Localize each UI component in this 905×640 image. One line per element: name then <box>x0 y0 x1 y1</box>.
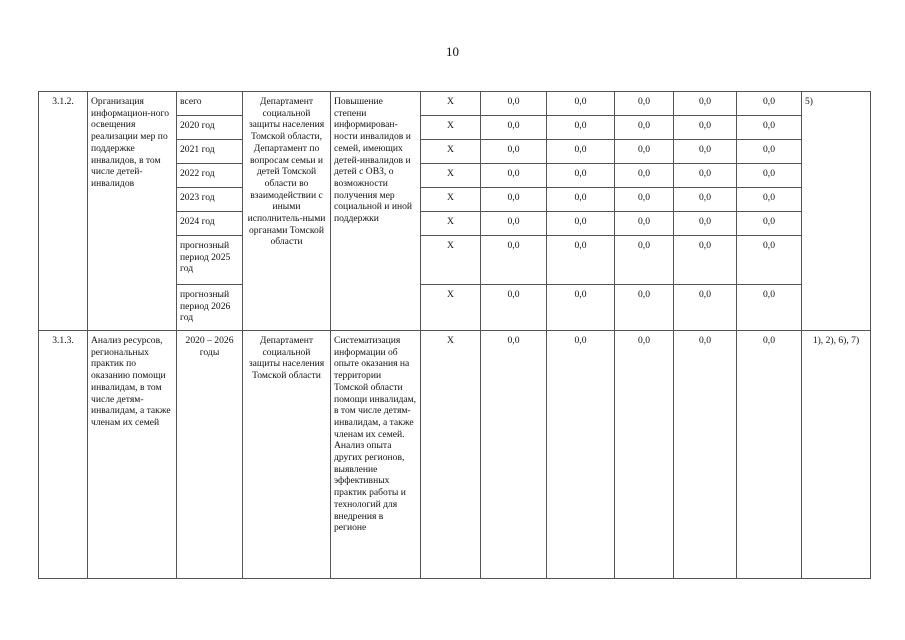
value-cell: 0,0 <box>674 140 737 164</box>
x-mark: Х <box>421 212 481 236</box>
value-cell: 0,0 <box>481 92 547 116</box>
x-mark: Х <box>421 116 481 140</box>
value-cell: 0,0 <box>674 212 737 236</box>
period-label: 2023 год <box>177 188 243 212</box>
value-cell: 0,0 <box>547 331 615 579</box>
value-cell: 0,0 <box>615 188 674 212</box>
value-cell: 0,0 <box>737 140 802 164</box>
value-cell: 0,0 <box>481 140 547 164</box>
value-cell: 0,0 <box>737 236 802 285</box>
table-row <box>39 331 871 579</box>
measure-number: 3.1.2. <box>39 92 88 331</box>
measure-name: Организация информацион-ного освещения реализации мер по поддержке инвалидов, в том числе детей-инвалидов <box>88 92 177 331</box>
x-mark: Х <box>421 331 481 579</box>
period-label: 2021 год <box>177 140 243 164</box>
indicator-cell: 1), 2), 6), 7) <box>802 331 871 579</box>
value-cell: 0,0 <box>674 92 737 116</box>
table-row <box>39 92 871 116</box>
value-cell: 0,0 <box>737 285 802 331</box>
measure-name: Анализ ресурсов, региональных практик по оказанию помощи инвалидам, в том числе детям-инвалидам, а также членам их семей <box>88 331 177 579</box>
value-cell: 0,0 <box>547 116 615 140</box>
value-cell: 0,0 <box>615 285 674 331</box>
x-mark: Х <box>421 285 481 331</box>
value-cell: 0,0 <box>674 116 737 140</box>
page-number: 10 <box>446 44 459 59</box>
x-mark: Х <box>421 92 481 116</box>
value-cell: 0,0 <box>737 116 802 140</box>
period-label: всего <box>177 92 243 116</box>
value-cell: 0,0 <box>737 188 802 212</box>
value-cell: 0,0 <box>737 331 802 579</box>
value-cell: 0,0 <box>737 92 802 116</box>
value-cell: 0,0 <box>481 164 547 188</box>
x-mark: Х <box>421 236 481 285</box>
period-label: 2022 год <box>177 164 243 188</box>
program-measures-table <box>38 91 871 579</box>
period-label: 2020 год <box>177 116 243 140</box>
value-cell: 0,0 <box>615 116 674 140</box>
value-cell: 0,0 <box>615 140 674 164</box>
value-cell: 0,0 <box>481 236 547 285</box>
value-cell: 0,0 <box>674 236 737 285</box>
value-cell: 0,0 <box>547 92 615 116</box>
value-cell: 0,0 <box>481 116 547 140</box>
period-label: 2024 год <box>177 212 243 236</box>
value-cell: 0,0 <box>737 164 802 188</box>
period-label: прогнозный период 2025 год <box>177 236 243 285</box>
result-cell: Систематизация информации об опыте оказания на территории Томской области помощи инвалидам, в том числе детям-инвалидам, а также членам их семей. Анализ опыта других регионов, выявление эффективных практик работы и технологий для внедрения в регионе <box>331 331 421 579</box>
value-cell: 0,0 <box>547 212 615 236</box>
value-cell: 0,0 <box>615 236 674 285</box>
value-cell: 0,0 <box>674 285 737 331</box>
x-mark: Х <box>421 164 481 188</box>
value-cell: 0,0 <box>481 188 547 212</box>
value-cell: 0,0 <box>737 212 802 236</box>
executor-cell: Департамент социальной защиты населения Томской области <box>243 331 331 579</box>
value-cell: 0,0 <box>481 285 547 331</box>
value-cell: 0,0 <box>481 331 547 579</box>
measure-number: 3.1.3. <box>39 331 88 579</box>
value-cell: 0,0 <box>674 331 737 579</box>
value-cell: 0,0 <box>615 212 674 236</box>
value-cell: 0,0 <box>674 188 737 212</box>
period-label: 2020 – 2026 годы <box>177 331 243 579</box>
indicator-cell: 5) <box>802 92 871 331</box>
value-cell: 0,0 <box>547 188 615 212</box>
value-cell: 0,0 <box>615 331 674 579</box>
executor-cell: Департамент социальной защиты населения Томской области, Департамент по вопросам семьи и детей Томской области во взаимодействии с иными исполнитель-ными органами Томской области <box>243 92 331 331</box>
x-mark: Х <box>421 188 481 212</box>
x-mark: Х <box>421 140 481 164</box>
value-cell: 0,0 <box>615 92 674 116</box>
value-cell: 0,0 <box>547 164 615 188</box>
value-cell: 0,0 <box>674 164 737 188</box>
value-cell: 0,0 <box>547 236 615 285</box>
value-cell: 0,0 <box>547 285 615 331</box>
result-cell: Повышение степени информирован-ности инвалидов и семей, имеющих детей-инвалидов и детей с ОВЗ, о возможности получения мер социальной и иной поддержки <box>331 92 421 331</box>
period-label: прогнозный период 2026 год <box>177 285 243 331</box>
value-cell: 0,0 <box>615 164 674 188</box>
value-cell: 0,0 <box>481 212 547 236</box>
value-cell: 0,0 <box>547 140 615 164</box>
